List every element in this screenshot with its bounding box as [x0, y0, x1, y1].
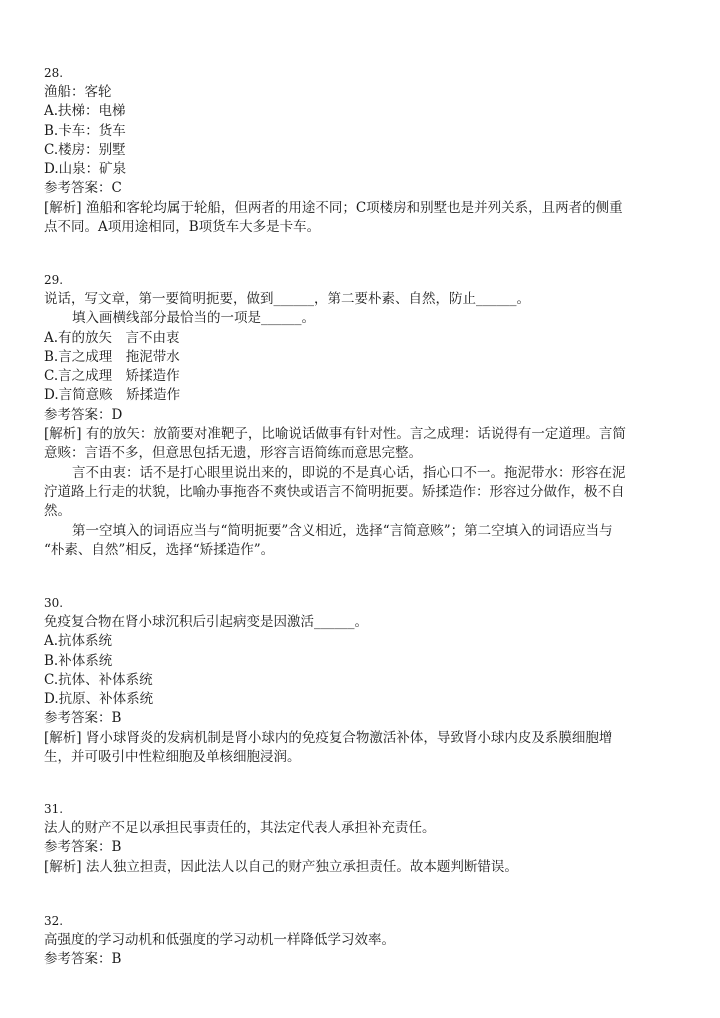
reference-answer: 参考答案：B [44, 710, 122, 727]
option-c: C.言之成理 矫揉造作 [44, 368, 180, 385]
question-number: 32. [44, 914, 64, 928]
option-b: B.卡车：货车 [44, 122, 126, 139]
option-a: A.抗体系统 [44, 633, 113, 650]
analysis-line: [解析] 渔船和客轮均属于轮船，但两者的用途不同；C项楼房和别墅也是并列关系，且两者的侧重 [44, 199, 623, 216]
analysis-line: [解析] 有的放矢：放箭要对准靶子，比喻说话做事有针对性。言之成理：话说得有一定道理。言简 [44, 426, 626, 443]
question-stem: 说话，写文章，第一要简明扼要，做到______，第二要朴素、自然，防止______。 [44, 291, 530, 307]
question-31 [44, 799, 680, 877]
option-a: A.扶梯：电梯 [44, 103, 126, 120]
question-number: 29. [44, 273, 64, 287]
option-d: D.山泉：矿泉 [44, 161, 127, 178]
analysis-line: [解析] 肾小球肾炎的发病机制是肾小球内的免疫复合物激活补体，导致肾小球内皮及系膜细胞增 [44, 729, 613, 746]
option-b: B.补体系统 [44, 652, 113, 669]
question-number: 30. [44, 596, 64, 610]
question-stem: 免疫复合物在肾小球沉积后引起病变是因激活______。 [44, 614, 368, 630]
reference-answer: 参考答案：D [44, 406, 123, 423]
question-stem: 法人的财产不足以承担民事责任的，其法定代表人承担补充责任。 [44, 820, 436, 836]
question-stem: 渔船：客轮 [44, 84, 112, 100]
analysis-line: 点不同。A项用途相同，B项货车大多是卡车。 [44, 219, 321, 236]
question-number: 31. [44, 802, 64, 816]
option-c: C.抗体、补体系统 [44, 671, 153, 688]
question-28 [44, 63, 680, 237]
analysis-line: 然。 [44, 503, 71, 520]
analysis-line: 生，并可吸引中性粒细胞及单核细胞浸润。 [44, 749, 301, 766]
question-stem: 高强度的学习动机和低强度的学习动机一样降低学习效率。 [44, 932, 395, 948]
analysis-line: “朴素、自然”相反，选择“矫揉造作”。 [44, 541, 275, 558]
option-d: D.抗原、补体系统 [44, 691, 154, 708]
analysis-line: 泞道路上行走的状貌，比喻办事拖沓不爽快或语言不简明扼要。矫揉造作：形容过分做作，极不自 [44, 483, 625, 500]
option-d: D.言简意赅 矫揉造作 [44, 387, 181, 404]
option-a: A.有的放矢 言不由衷 [44, 329, 180, 346]
reference-answer: 参考答案：C [44, 180, 122, 197]
question-instruction: 填入画横线部分最恰当的一项是______。 [72, 310, 315, 327]
question-32 [44, 911, 680, 970]
reference-answer: 参考答案：B [44, 839, 122, 856]
question-number: 28. [44, 66, 64, 80]
question-30 [44, 593, 680, 767]
analysis-line: [解析] 法人独立担责，因此法人以自己的财产独立承担责任。故本题判断错误。 [44, 858, 518, 875]
option-c: C.楼房：别墅 [44, 141, 126, 158]
analysis-line: 言不由衷：话不是打心眼里说出来的，即说的不是真心话，指心口不一。拖泥带水：形容在泥 [72, 464, 626, 481]
analysis-line: 第一空填入的词语应当与“简明扼要”含义相近，选择“言简意赅”；第二空填入的词语应当与 [72, 522, 613, 539]
question-29 [44, 270, 680, 560]
reference-answer: 参考答案：B [44, 951, 122, 968]
analysis-line: 意赅：言语不多，但意思包括无遗，形容言语简练而意思完整。 [44, 445, 422, 462]
option-b: B.言之成理 拖泥带水 [44, 348, 180, 365]
